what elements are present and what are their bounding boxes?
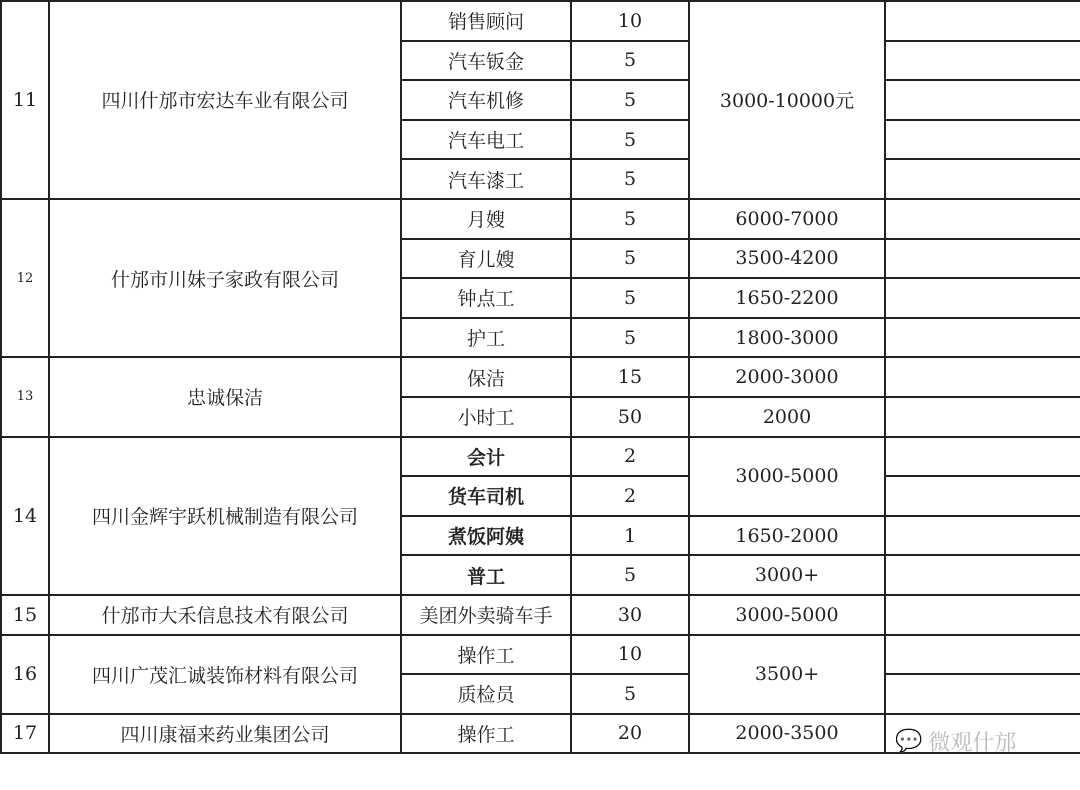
watermark-text: 微观什邡 — [928, 731, 1017, 756]
notes-cell — [885, 1, 1080, 41]
position-title: 汽车钣金 — [401, 41, 571, 81]
position-title: 质检员 — [401, 674, 571, 714]
salary: 1650-2200 — [689, 278, 885, 318]
notes-cell — [885, 278, 1080, 318]
position-title: 护工 — [401, 318, 571, 358]
table-row — [1, 357, 1080, 397]
position-title: 育儿嫂 — [401, 239, 571, 279]
position-count: 5 — [571, 41, 689, 81]
notes-cell — [885, 397, 1080, 437]
table-row — [1, 635, 1080, 675]
position-title: 煮饭阿姨 — [401, 516, 571, 556]
position-title: 汽车漆工 — [401, 159, 571, 199]
position-count: 30 — [571, 595, 689, 635]
position-count: 5 — [571, 80, 689, 120]
salary: 2000 — [689, 397, 885, 437]
notes-cell — [885, 159, 1080, 199]
position-title: 月嫂 — [401, 199, 571, 239]
table-row — [1, 595, 1080, 635]
company-index: 14 — [1, 437, 49, 595]
salary: 3500+ — [689, 635, 885, 714]
company-index: 12 — [1, 199, 49, 357]
wechat-icon: 💬 — [895, 729, 923, 754]
company-index: 16 — [1, 635, 49, 714]
company-index: 15 — [1, 595, 49, 635]
position-title: 操作工 — [401, 635, 571, 675]
salary: 3000-5000 — [689, 595, 885, 635]
salary: 2000-3500 — [689, 714, 885, 754]
salary: 1800-3000 — [689, 318, 885, 358]
position-count: 5 — [571, 555, 689, 595]
company-name: 四川什邡市宏达车业有限公司 — [49, 1, 401, 199]
position-count: 5 — [571, 318, 689, 358]
notes-cell — [885, 239, 1080, 279]
position-title: 货车司机 — [401, 476, 571, 516]
position-count: 5 — [571, 199, 689, 239]
company-name: 四川康福来药业集团公司 — [49, 714, 401, 754]
notes-cell — [885, 318, 1080, 358]
position-title: 钟点工 — [401, 278, 571, 318]
salary: 3000+ — [689, 555, 885, 595]
company-name: 什邡市大禾信息技术有限公司 — [49, 595, 401, 635]
position-count: 5 — [571, 278, 689, 318]
position-title: 普工 — [401, 555, 571, 595]
company-index: 17 — [1, 714, 49, 754]
position-count: 5 — [571, 159, 689, 199]
salary: 3500-4200 — [689, 239, 885, 279]
salary: 2000-3000 — [689, 357, 885, 397]
position-count: 5 — [571, 239, 689, 279]
position-count: 2 — [571, 437, 689, 477]
position-title: 操作工 — [401, 714, 571, 754]
position-count: 15 — [571, 357, 689, 397]
position-count: 5 — [571, 674, 689, 714]
company-name: 什邡市川妹子家政有限公司 — [49, 199, 401, 357]
notes-cell — [885, 41, 1080, 81]
notes-cell — [885, 120, 1080, 160]
salary: 3000-5000 — [689, 437, 885, 516]
company-name: 四川金辉宇跃机械制造有限公司 — [49, 437, 401, 595]
company-index: 13 — [1, 357, 49, 436]
notes-cell — [885, 595, 1080, 635]
notes-cell — [885, 199, 1080, 239]
notes-cell — [885, 635, 1080, 675]
notes-cell — [885, 516, 1080, 556]
position-count: 50 — [571, 397, 689, 437]
table-row — [1, 1, 1080, 41]
notes-cell — [885, 674, 1080, 714]
table-row — [1, 437, 1080, 477]
position-count: 10 — [571, 635, 689, 675]
position-title: 销售顾问 — [401, 1, 571, 41]
position-title: 美团外卖骑车手 — [401, 595, 571, 635]
position-count: 20 — [571, 714, 689, 754]
notes-cell — [885, 555, 1080, 595]
salary: 1650-2000 — [689, 516, 885, 556]
company-index: 11 — [1, 1, 49, 199]
salary: 3000-10000元 — [689, 1, 885, 199]
position-count: 5 — [571, 120, 689, 160]
position-count: 2 — [571, 476, 689, 516]
notes-cell — [885, 476, 1080, 516]
position-count: 10 — [571, 1, 689, 41]
notes-cell — [885, 437, 1080, 477]
notes-cell — [885, 80, 1080, 120]
watermark — [895, 726, 1016, 757]
company-name: 四川广茂汇诚装饰材料有限公司 — [49, 635, 401, 714]
salary: 6000-7000 — [689, 199, 885, 239]
position-title: 会计 — [401, 437, 571, 477]
position-title: 保洁 — [401, 357, 571, 397]
table-row — [1, 199, 1080, 239]
position-count: 1 — [571, 516, 689, 556]
notes-cell — [885, 357, 1080, 397]
position-title: 汽车电工 — [401, 120, 571, 160]
position-title: 小时工 — [401, 397, 571, 437]
position-title: 汽车机修 — [401, 80, 571, 120]
company-name: 忠诚保洁 — [49, 357, 401, 436]
